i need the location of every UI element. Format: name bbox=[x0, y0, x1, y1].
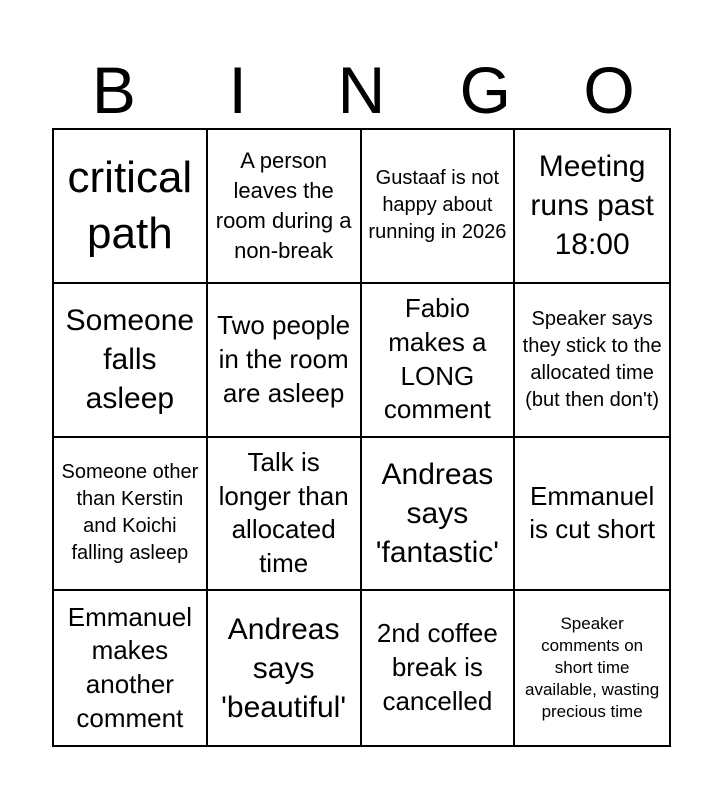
bingo-cell-text: Emmanuel is cut short bbox=[529, 480, 655, 545]
title-letter-o: O bbox=[583, 53, 635, 127]
bingo-cell-text: Talk is longer than allocated time bbox=[218, 446, 349, 579]
bingo-cell-text: Gustaaf is not happy about running in 2026 bbox=[368, 167, 507, 244]
bingo-cell-text: Andreas says 'beautiful' bbox=[221, 612, 347, 724]
bingo-cell[interactable] bbox=[54, 591, 208, 745]
bingo-cell[interactable] bbox=[362, 284, 516, 438]
bingo-cell-text: Two people in the room are asleep bbox=[217, 309, 351, 408]
bingo-cell[interactable] bbox=[208, 438, 362, 592]
title-letter-g: G bbox=[459, 53, 511, 127]
bingo-cell-text: critical path bbox=[67, 153, 193, 258]
bingo-cell[interactable] bbox=[362, 130, 516, 284]
bingo-cell[interactable] bbox=[54, 438, 208, 592]
bingo-cell-text: A person leaves the room during a non-break bbox=[215, 148, 352, 263]
bingo-cell[interactable] bbox=[208, 130, 362, 284]
bingo-cell[interactable] bbox=[208, 284, 362, 438]
bingo-cell[interactable] bbox=[515, 130, 669, 284]
bingo-cell[interactable] bbox=[54, 284, 208, 438]
title-letter-b: B bbox=[91, 53, 136, 127]
bingo-cell-text: Fabio makes a LONG comment bbox=[383, 293, 491, 425]
bingo-cell[interactable] bbox=[54, 130, 208, 284]
bingo-cell[interactable] bbox=[515, 438, 669, 592]
bingo-cell[interactable] bbox=[208, 591, 362, 745]
bingo-cell-text: Andreas says 'fantastic' bbox=[375, 457, 499, 569]
bingo-cell-text: Speaker comments on short time available, wasting precious time bbox=[525, 613, 660, 722]
bingo-grid bbox=[52, 128, 671, 747]
bingo-cell-text: Someone other than Kerstin and Koichi falling asleep bbox=[61, 461, 199, 565]
bingo-cell-text: 2nd coffee break is cancelled bbox=[376, 618, 498, 717]
bingo-title bbox=[52, 52, 671, 128]
bingo-cell[interactable] bbox=[362, 591, 516, 745]
bingo-cell-text: Speaker says they stick to the allocated time (but then don't) bbox=[522, 307, 662, 411]
bingo-cell-text: Emmanuel makes another comment bbox=[67, 601, 193, 733]
title-letter-n: N bbox=[337, 53, 386, 127]
bingo-cell[interactable] bbox=[515, 284, 669, 438]
bingo-cell[interactable] bbox=[362, 438, 516, 592]
bingo-cell-text: Meeting runs past 18:00 bbox=[530, 150, 654, 262]
bingo-cell-text: Someone falls asleep bbox=[65, 304, 195, 416]
title-letter-i: I bbox=[228, 53, 247, 127]
bingo-cell[interactable] bbox=[515, 591, 669, 745]
